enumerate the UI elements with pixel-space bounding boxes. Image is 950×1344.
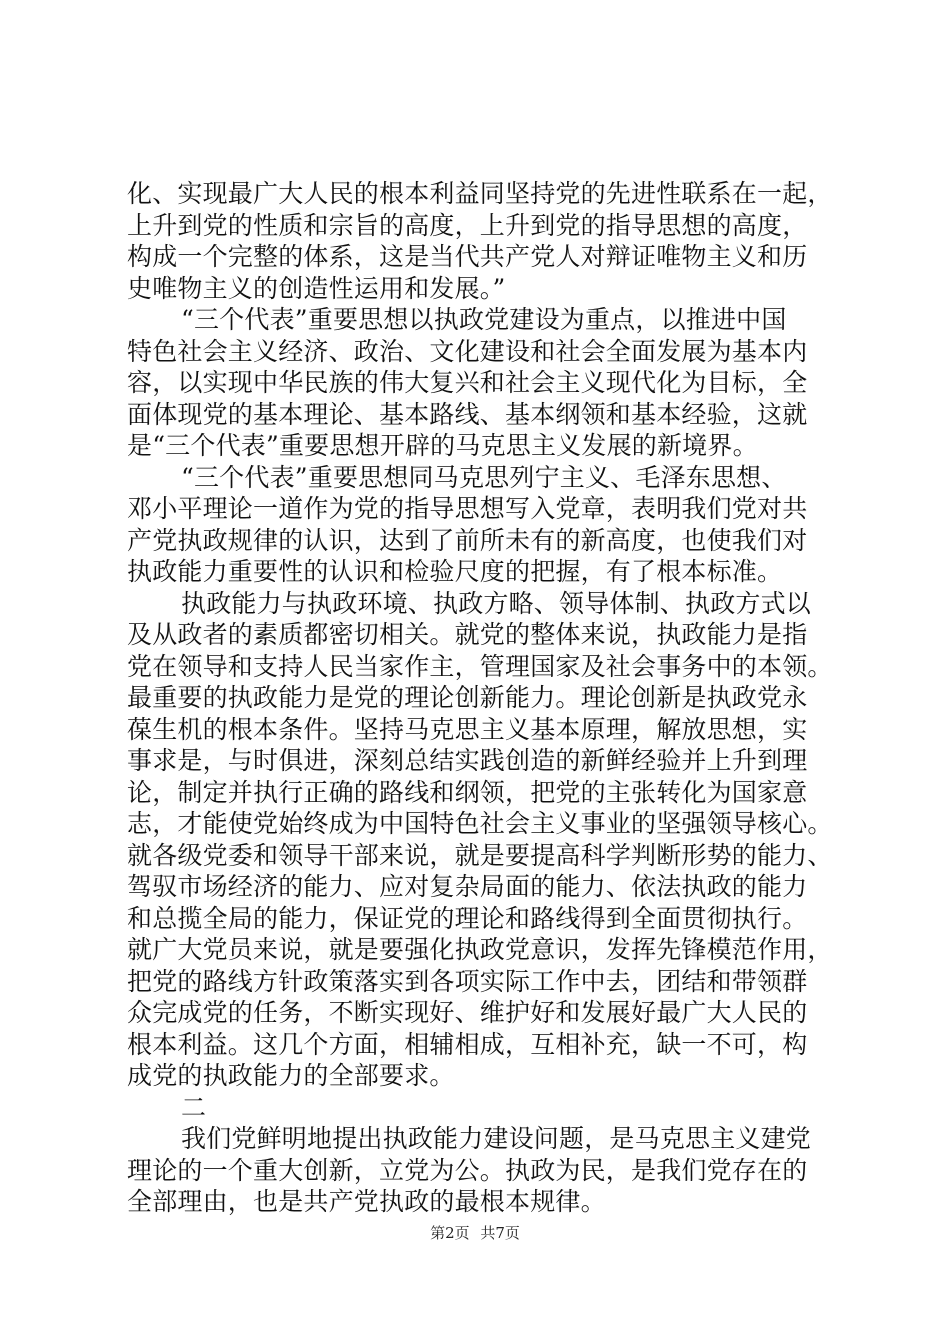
text-line: 全部理由，也是共产党执政的最根本规律。 <box>127 1187 606 1216</box>
text-line: 产党执政规律的认识，达到了前所未有的新高度，也使我们对 <box>127 525 808 555</box>
text-line: 就各级党委和领导干部来说，就是要提高科学判断形势的能力、 <box>127 840 833 870</box>
text-line: 就广大党员来说，就是要强化执政党意识，发挥先锋模范作用， <box>127 935 833 964</box>
text-line: 构成一个完整的体系，这是当代共产党人对辩证唯物主义和历 <box>127 242 808 271</box>
text-line: 及从政者的素质都密切相关。就党的整体来说，执政能力是指 <box>127 620 808 649</box>
text-line: 容，以实现中华民族的伟大复兴和社会主义现代化为目标，全 <box>127 368 808 397</box>
text-line: 史唯物主义的创造性运用和发展。” <box>127 273 506 303</box>
text-line: 驾驭市场经济的能力、应对复杂局面的能力、依法执政的能力 <box>127 872 808 901</box>
text-line: 党在领导和支持人民当家作主，管理国家及社会事务中的本领。 <box>127 651 833 681</box>
text-line: 事求是，与时俱进，深刻总结实践创造的新鲜经验并上升到理 <box>127 746 808 775</box>
text-line: 是“三个代表”重要思想开辟的马克思主义发展的新境界。 <box>127 431 758 460</box>
text-line: 论，制定并执行正确的路线和纲领，把党的主张转化为国家意 <box>127 777 808 807</box>
text-line: “三个代表”重要思想以执政党建设为重点，以推进中国 <box>181 305 787 334</box>
page-total: 共7页 <box>480 1224 520 1242</box>
text-line: 特色社会主义经济、政治、文化建设和社会全面发展为基本内 <box>127 336 808 366</box>
text-line: 最重要的执政能力是党的理论创新能力。理论创新是执政党永 <box>127 683 808 712</box>
page-footer <box>0 1222 950 1243</box>
text-line: 邓小平理论一道作为党的指导思想写入党章，表明我们党对共 <box>127 494 808 523</box>
text-line: 根本利益。这几个方面，相辅相成，互相补充，缺一不可，构 <box>127 1029 808 1059</box>
page-number: 第2页 <box>430 1224 470 1242</box>
text-line: “三个代表”重要思想同马克思列宁主义、毛泽东思想、 <box>181 462 787 492</box>
text-line: 面体现党的基本理论、基本路线、基本纲领和基本经验，这就 <box>127 399 808 429</box>
text-line: 执政能力与执政环境、执政方略、领导体制、执政方式以 <box>181 588 812 618</box>
text-line: 把党的路线方针政策落实到各项实际工作中去，团结和带领群 <box>127 966 808 996</box>
body-text <box>127 178 837 1218</box>
text-line: 和总揽全局的能力，保证党的理论和路线得到全面贯彻执行。 <box>127 903 808 933</box>
text-line: 众完成党的任务，不断实现好、维护好和发展好最广大人民的 <box>127 998 808 1027</box>
text-line: 化、实现最广大人民的根本利益同坚持党的先进性联系在一起， <box>127 179 833 208</box>
text-line: 志，才能使党始终成为中国特色社会主义事业的坚强领导核心。 <box>127 809 833 838</box>
text-line: 上升到党的性质和宗旨的高度，上升到党的指导思想的高度， <box>127 210 808 240</box>
text-line: 执政能力重要性的认识和检验尺度的把握，有了根本标准。 <box>127 557 783 586</box>
text-line: 二 <box>181 1092 207 1122</box>
text-line: 理论的一个重大创新，立党为公。执政为民，是我们党存在的 <box>127 1155 808 1185</box>
text-line: 葆生机的根本条件。坚持马克思主义基本原理，解放思想，实 <box>127 714 808 744</box>
text-line: 成党的执政能力的全部要求。 <box>127 1061 455 1090</box>
text-line: 我们党鲜明地提出执政能力建设问题，是马克思主义建党 <box>181 1124 812 1153</box>
